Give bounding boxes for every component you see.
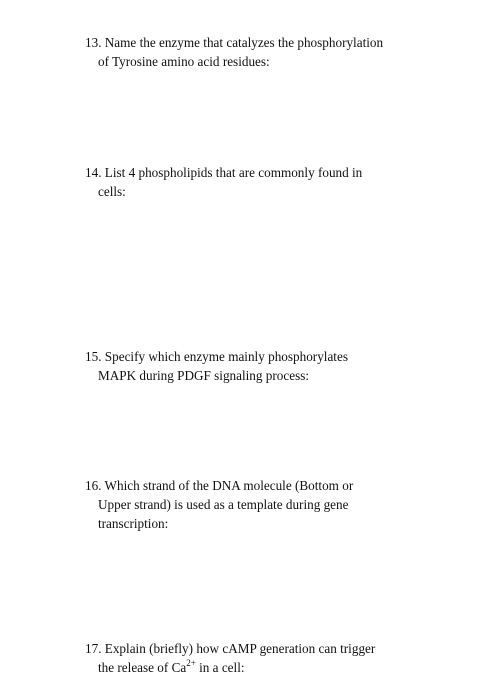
question-15-line-1: [85, 347, 425, 366]
question-14-line-1: [85, 163, 425, 182]
question-13-number: 13.: [85, 35, 102, 50]
question-14-text-1: List 4 phospholipids that are commonly found in: [104, 165, 363, 180]
question-15-text-1: Specify which enzyme mainly phosphorylates: [104, 349, 348, 364]
question-16-number: 16.: [85, 478, 102, 493]
question-17-text-2-prefix: the release of Ca: [98, 660, 187, 675]
question-13-line-1: [85, 33, 425, 52]
question-13: [85, 33, 425, 71]
question-16-text-1: Which strand of the DNA molecule (Bottom or: [104, 478, 354, 493]
question-15-line-2: MAPK during PDGF signaling process:: [98, 368, 310, 383]
question-17: [85, 639, 425, 677]
question-15-number: 15.: [85, 349, 102, 364]
question-17-number: 17.: [85, 641, 102, 656]
question-13-line-2: of Tyrosine amino acid residues:: [98, 54, 270, 69]
calcium-charge-superscript: 2+: [186, 657, 196, 668]
question-14: [85, 163, 425, 201]
question-16-line-1: [85, 476, 425, 495]
question-15: [85, 347, 425, 385]
question-13-text-1: Name the enzyme that catalyzes the phosphorylation: [104, 35, 384, 50]
question-14-line-2: cells:: [98, 184, 126, 199]
question-17-line-2: [85, 658, 425, 677]
question-17-line-1: [85, 639, 425, 658]
question-17-text-1: Explain (briefly) how cAMP generation can trigger: [104, 641, 376, 656]
question-16: [85, 476, 425, 533]
question-17-text-2-suffix: in a cell:: [195, 660, 245, 675]
question-14-number: 14.: [85, 165, 102, 180]
question-16-line-3: transcription:: [98, 516, 169, 531]
question-16-line-2: Upper strand) is used as a template during gene: [98, 497, 349, 512]
